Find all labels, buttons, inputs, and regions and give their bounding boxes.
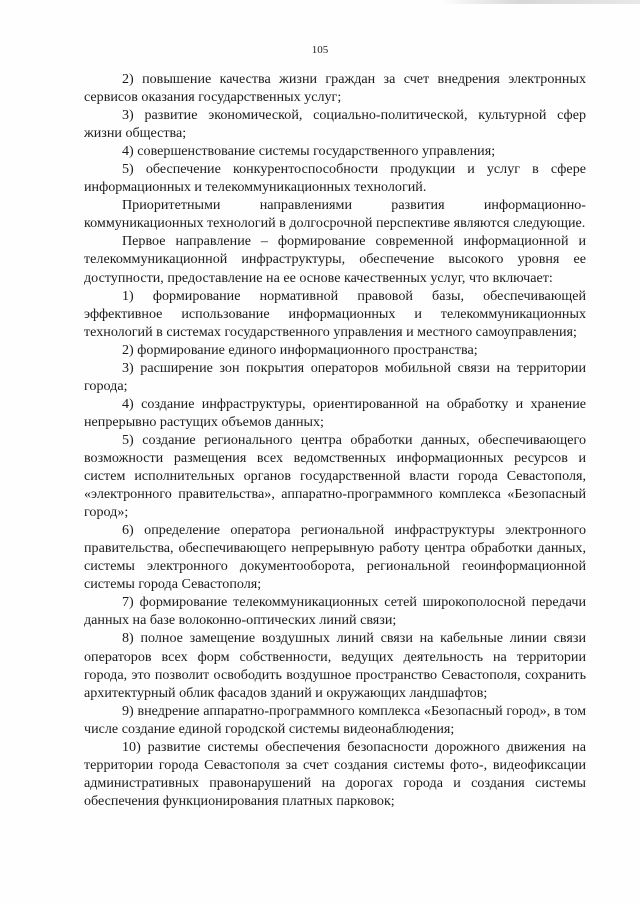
paragraph-item-3: 3) развитие экономической, социально-политической, культурной сфер жизни общества; (84, 107, 586, 142)
paragraph-priorities: Приоритетными направлениями развития информационно-коммуникационных технологий в долгосрочной перспективе являются следующие. (84, 197, 586, 232)
list-item-9: 9) внедрение аппаратно-программного комплекса «Безопасный город», в том числе создание единой городской системы видеонаблюдения; (84, 702, 586, 737)
list-item-3: 3) расширение зон покрытия операторов мобильной связи на территории города; (84, 359, 586, 394)
list-item-4: 4) создание инфраструктуры, ориентированной на обработку и хранение непрерывно растущих объемов данных; (84, 395, 586, 430)
paragraph-first-direction: Первое направление – формирование современной информационной и телекоммуникационной инфраструктуры, обеспечение высокого уровня ее доступности, предоставление на ее основе качественных услуг, что включает: (84, 233, 586, 286)
document-body (84, 70, 586, 810)
paragraph-item-5: 5) обеспечение конкурентоспособности продукции и услуг в сфере информационных и телекоммуникационных технологий. (84, 161, 586, 196)
list-item-8: 8) полное замещение воздушных линий связи на кабельные линии связи операторов всех форм собственности, ведущих деятельность на территории города, это позволит освободить воздушное пространство Севастополя, сохранить архитектурный облик фасадов зданий и окружающих ландшафтов; (84, 630, 586, 701)
paragraph-item-4: 4) совершенствование системы государственного управления; (122, 143, 496, 160)
list-item-7: 7) формирование телекоммуникационных сетей широкополосной передачи данных на базе волоконно-оптических линий связи; (84, 594, 586, 629)
list-item-1: 1) формирование нормативной правовой базы, обеспечивающей эффективное использование информационных и телекоммуникационных технологий в системах государственного управления и местного самоуправления; (84, 287, 586, 340)
page-number: 105 (311, 44, 329, 56)
list-item-2: 2) формирование единого информационного пространства; (122, 341, 478, 358)
list-item-10: 10) развитие системы обеспечения безопасности дорожного движения на территории города Севастополя за счет создания системы фото-, видеофиксации административных правонарушений на дорогах города и создания системы обеспечения функционирования платных парковок; (84, 738, 586, 809)
scan-artifact (440, 0, 640, 4)
list-item-6: 6) определение оператора региональной инфраструктуры электронного правительства, обеспечивающего непрерывную работу центра обработки данных, системы электронного документооборота, региональной геоинформационной системы города Севастополя; (84, 522, 586, 593)
list-item-5: 5) создание регионального центра обработки данных, обеспечивающего возможности размещения всех ведомственных информационных ресурсов и систем исполнительных органов государственной власти города Севастополя, «электронного правительства», аппаратно-программного комплекса «Безопасный город»; (84, 431, 586, 521)
paragraph-item-2: 2) повышение качества жизни граждан за счет внедрения электронных сервисов оказания государственных услуг; (84, 71, 586, 106)
